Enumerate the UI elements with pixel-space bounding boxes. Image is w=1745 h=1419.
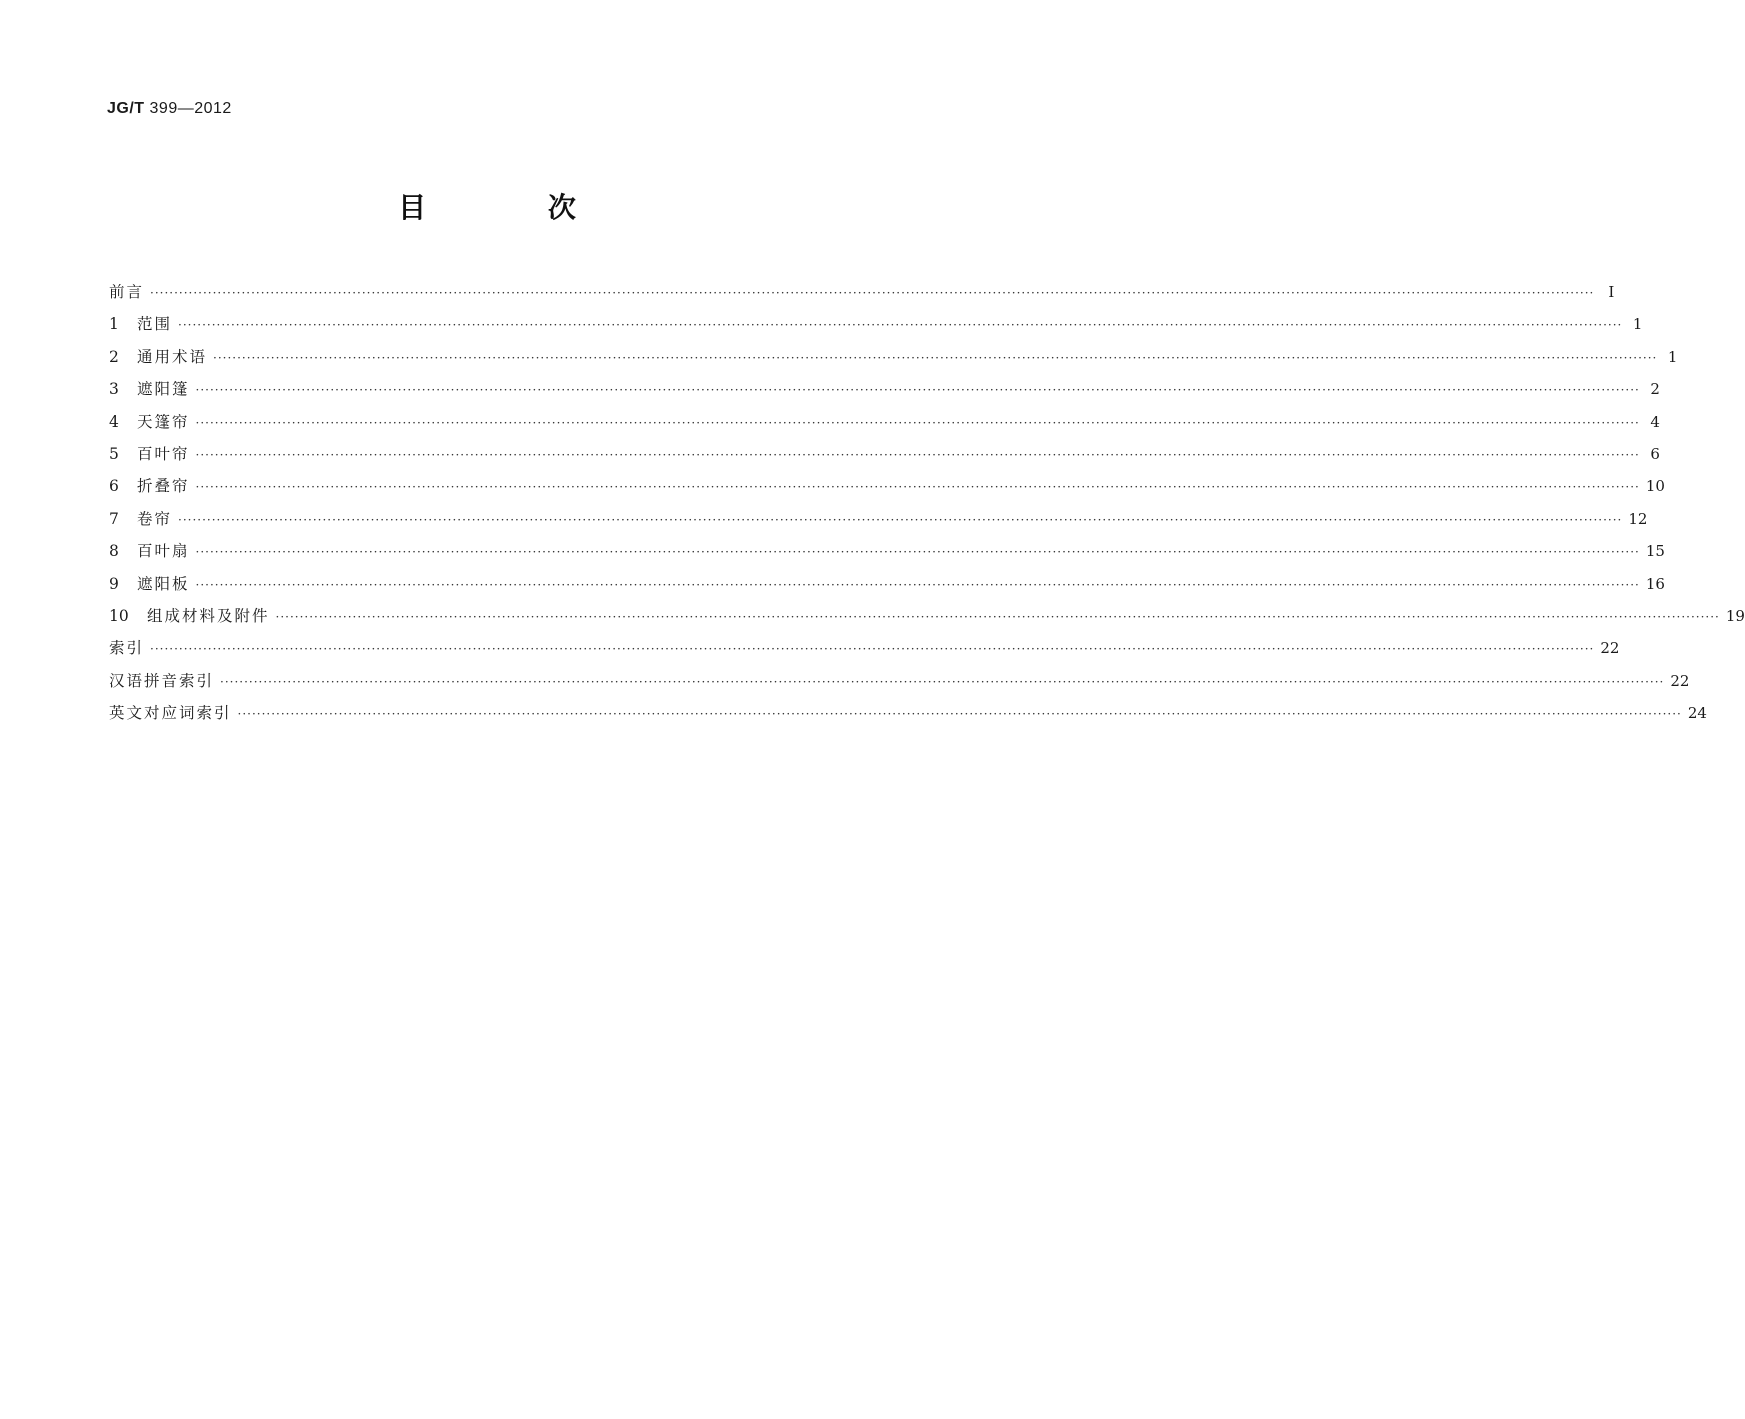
toc-entry[interactable] (109, 308, 1643, 340)
standard-prefix: JG/T (107, 100, 145, 117)
toc-entry-number: 7 (109, 509, 119, 528)
toc-entry-page: 22 (1600, 639, 1620, 658)
toc-entry-label: 范围 (137, 315, 173, 334)
toc-entry[interactable] (109, 665, 1690, 697)
toc-entry-label: 百叶扇 (137, 542, 190, 561)
toc-leader-dots: ············································································································································································································································································································ (195, 383, 1640, 398)
toc-entry[interactable] (109, 697, 1707, 729)
toc-entry-number: 10 (109, 606, 129, 625)
toc-leader-dots: ············································································································································································································································································································ (195, 577, 1640, 592)
toc-entry-page: 19 (1725, 606, 1745, 625)
toc-entry[interactable] (109, 470, 1665, 502)
toc-entry-label: 百叶帘 (137, 444, 190, 463)
toc-leader-dots: ············································································································································································································································································································ (275, 609, 1720, 624)
standard-code (107, 100, 232, 118)
toc-entry-label: 遮阳篷 (137, 380, 190, 399)
toc-leader-dots: ············································································································································································································································································································ (195, 415, 1640, 430)
toc-entry-label: 组成材料及附件 (147, 606, 270, 625)
standard-number: 399—2012 (149, 100, 232, 117)
toc-entry[interactable] (109, 503, 1648, 535)
toc-entry-page: 1 (1667, 347, 1678, 366)
toc-entry-label: 索引 (109, 639, 145, 658)
toc-entry-label: 天篷帘 (137, 412, 190, 431)
toc-entry-label: 前言 (109, 283, 145, 301)
table-of-contents (109, 276, 1745, 729)
toc-entry-page: 15 (1645, 542, 1665, 561)
toc-entry[interactable] (109, 276, 1615, 308)
toc-entry-page: 24 (1687, 704, 1707, 723)
toc-leader-dots: ············································································································································································································································································································ (220, 674, 1665, 689)
toc-entry[interactable] (109, 438, 1660, 470)
toc-entry[interactable] (109, 406, 1660, 438)
toc-entry-number: 2 (109, 347, 119, 366)
toc-entry-number: 3 (109, 380, 119, 399)
toc-entry-number: 1 (109, 315, 119, 334)
toc-entry-label: 遮阳板 (137, 574, 190, 593)
toc-entry[interactable] (109, 568, 1665, 600)
toc-entry-label: 英文对应词索引 (109, 704, 232, 723)
toc-entry[interactable] (109, 632, 1620, 664)
toc-leader-dots: ············································································································································································································································································································ (213, 350, 1658, 365)
toc-entry-page: 10 (1645, 477, 1665, 496)
toc-leader-dots: ············································································································································································································································································································ (237, 707, 1682, 722)
toc-leader-dots: ············································································································································································································································································································ (195, 480, 1640, 495)
toc-entry[interactable] (109, 600, 1745, 632)
toc-entry-number: 9 (109, 574, 119, 593)
toc-leader-dots: ············································································································································································································································································································ (150, 642, 1595, 657)
toc-entry-page: Ⅰ (1608, 283, 1615, 301)
toc-title: 目 次 (398, 191, 632, 224)
toc-entry-page: 22 (1670, 671, 1690, 690)
toc-entry-page: 2 (1650, 380, 1660, 399)
toc-entry-number: 4 (109, 412, 119, 431)
toc-leader-dots: ············································································································································································································································································································ (150, 286, 1595, 300)
toc-leader-dots: ············································································································································································································································································································ (178, 318, 1623, 333)
toc-leader-dots: ············································································································································································································································································································ (178, 512, 1623, 527)
toc-entry-page: 12 (1628, 509, 1648, 528)
toc-entry-number: 6 (109, 477, 119, 496)
toc-leader-dots: ············································································································································································································································································································ (195, 545, 1640, 560)
toc-entry-page: 4 (1650, 412, 1660, 431)
toc-entry-label: 折叠帘 (137, 477, 190, 496)
toc-entry-number: 5 (109, 444, 119, 463)
toc-entry-label: 通用术语 (137, 347, 208, 366)
toc-entry[interactable] (109, 373, 1660, 405)
toc-leader-dots: ············································································································································································································································································································ (195, 447, 1640, 462)
toc-entry-label: 卷帘 (137, 509, 173, 528)
toc-entry[interactable] (109, 535, 1665, 567)
toc-entry-number: 8 (109, 542, 119, 561)
toc-entry-label: 汉语拼音索引 (109, 671, 215, 690)
toc-entry[interactable] (109, 341, 1678, 373)
toc-entry-page: 16 (1645, 574, 1665, 593)
toc-entry-page: 1 (1632, 315, 1643, 334)
toc-entry-page: 6 (1650, 444, 1660, 463)
